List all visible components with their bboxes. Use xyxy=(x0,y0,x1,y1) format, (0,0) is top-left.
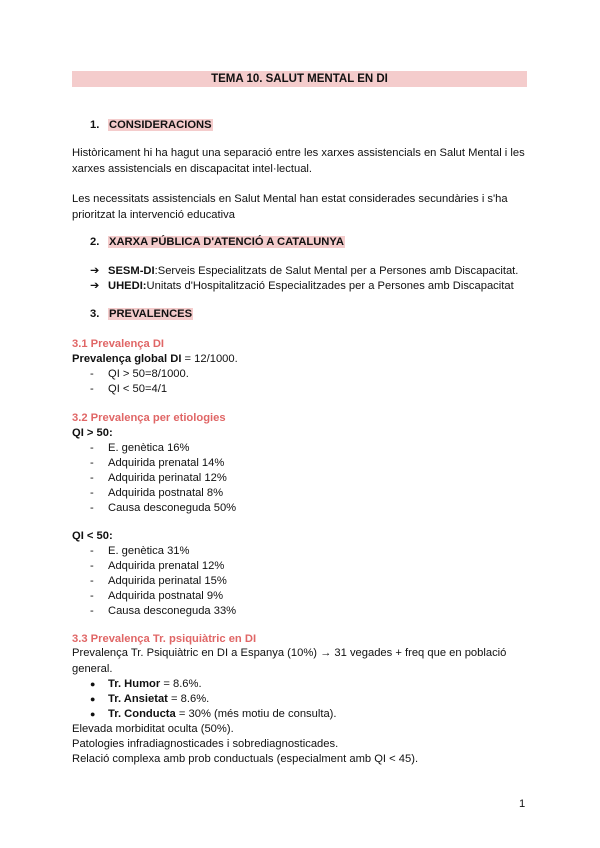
list-item-text: E. genètica 16% xyxy=(108,442,190,454)
dash-icon: - xyxy=(90,472,94,484)
paragraph-2: Les necessitats assistencials en Salut Mental han estat considerades secundàries i s'ha prioritzat la intervenció educativa xyxy=(72,193,508,221)
list-item xyxy=(90,471,227,486)
dash-icon: - xyxy=(90,457,94,469)
bullet-item-ansietat xyxy=(90,692,209,707)
bullet-icon: ● xyxy=(90,679,96,689)
value: = 8.6%. xyxy=(160,678,202,690)
list-item xyxy=(90,382,167,397)
section-title: XARXA PÚBLICA D'ATENCIÓ A CATALUNYA xyxy=(109,236,344,248)
section-number: 1. xyxy=(90,119,100,131)
list-item-text: E. genètica 31% xyxy=(108,545,190,557)
dash-icon: - xyxy=(90,545,94,557)
term: Tr. Conducta xyxy=(108,708,176,720)
text-line: Elevada morbiditat oculta (50%). xyxy=(72,723,234,735)
dash-icon: - xyxy=(90,368,94,380)
subsection-3-2-heading: 3.2 Prevalença per etiologies xyxy=(72,412,226,424)
arrow-icon: ➔ xyxy=(90,280,100,292)
term: Tr. Ansietat xyxy=(108,693,168,705)
qi-gt-50-label: QI > 50: xyxy=(72,427,113,439)
list-item xyxy=(90,589,223,604)
section-2-heading xyxy=(90,235,345,250)
section-number: 3. xyxy=(90,308,100,320)
text-line: Relació complexa amb prob conductuals (especialment amb QI < 45). xyxy=(72,753,419,765)
list-item xyxy=(90,559,224,574)
dash-icon: - xyxy=(90,442,94,454)
list-item-text: Causa desconeguda 50% xyxy=(108,502,237,514)
subsection-3-1-heading: 3.1 Prevalença DI xyxy=(72,338,165,350)
page-number: 1 xyxy=(519,798,526,810)
term: SESM-DI xyxy=(108,265,155,277)
list-item xyxy=(90,574,227,589)
list-item-text: Adquirida prenatal 14% xyxy=(108,457,225,469)
text-line: Patologies infradiagnosticades i sobrediagnosticades. xyxy=(72,738,339,750)
dash-icon: - xyxy=(90,605,94,617)
list-item xyxy=(90,441,189,456)
section-1-heading xyxy=(90,118,213,133)
section-title: CONSIDERACIONS xyxy=(109,119,212,131)
value: = 8.6%. xyxy=(167,693,210,705)
subsection-3-3-heading: 3.3 Prevalença Tr. psiquiàtric en DI xyxy=(72,633,257,645)
bullet-icon: ● xyxy=(90,694,96,704)
list-item-text: QI < 50=4/1 xyxy=(108,383,168,395)
list-item-text: Adquirida postnatal 8% xyxy=(108,487,224,499)
term: Tr. Humor xyxy=(108,678,161,690)
list-item-text: Causa desconeguda 33% xyxy=(108,605,237,617)
dash-icon: - xyxy=(90,575,94,587)
bullet-icon: ● xyxy=(90,709,96,719)
dash-icon: - xyxy=(90,590,94,602)
value: = 30% (més motiu de consulta). xyxy=(175,708,337,720)
bullet-item-humor xyxy=(90,677,202,692)
arrow-item-sesmdi xyxy=(90,264,518,279)
list-item-text: Adquirida perinatal 15% xyxy=(108,575,227,587)
definition: Unitats d'Hospitalització Especialitzades per a Persones amb Discapacitat xyxy=(146,280,514,292)
qi-lt-50-label: QI < 50: xyxy=(72,530,113,542)
page-title: TEMA 10. SALUT MENTAL EN DI xyxy=(72,71,527,87)
dash-icon: - xyxy=(90,560,94,572)
list-item xyxy=(90,501,236,516)
term: UHEDI: xyxy=(108,280,147,292)
dash-icon: - xyxy=(90,487,94,499)
list-item-text: Adquirida perinatal 12% xyxy=(108,472,227,484)
section-number: 2. xyxy=(90,236,100,248)
list-item-text: Adquirida postnatal 9% xyxy=(108,590,224,602)
list-item-text: Adquirida prenatal 12% xyxy=(108,560,225,572)
list-item xyxy=(90,486,223,501)
paragraph-3-3: Prevalença Tr. Psiquiàtric en DI a Espanya (10%) → 31 vegades + freq que en població general. xyxy=(72,647,507,675)
list-item xyxy=(90,456,224,471)
list-item xyxy=(90,544,189,559)
list-item xyxy=(90,604,236,619)
definition: :Serveis Especialitzats de Salut Mental per a Persones amb Discapacitat. xyxy=(154,265,519,277)
section-title: PREVALENCES xyxy=(109,308,193,320)
list-item-text: QI > 50=8/1000. xyxy=(108,368,189,380)
section-3-heading xyxy=(90,307,193,322)
dash-icon: - xyxy=(90,383,94,395)
value: = 12/1000. xyxy=(181,353,238,365)
arrow-item-uhedi xyxy=(90,279,514,294)
dash-icon: - xyxy=(90,502,94,514)
arrow-icon: ➔ xyxy=(90,265,100,277)
paragraph-1: Històricament hi ha hagut una separació entre les xarxes assistencials en Salut Mental i les xarxes assistencials en discapacitat intel·lectual. xyxy=(72,147,525,175)
term: Prevalença global DI xyxy=(72,353,182,365)
list-item xyxy=(90,367,189,382)
global-prevalence xyxy=(72,352,238,367)
bullet-item-conducta xyxy=(90,707,337,722)
